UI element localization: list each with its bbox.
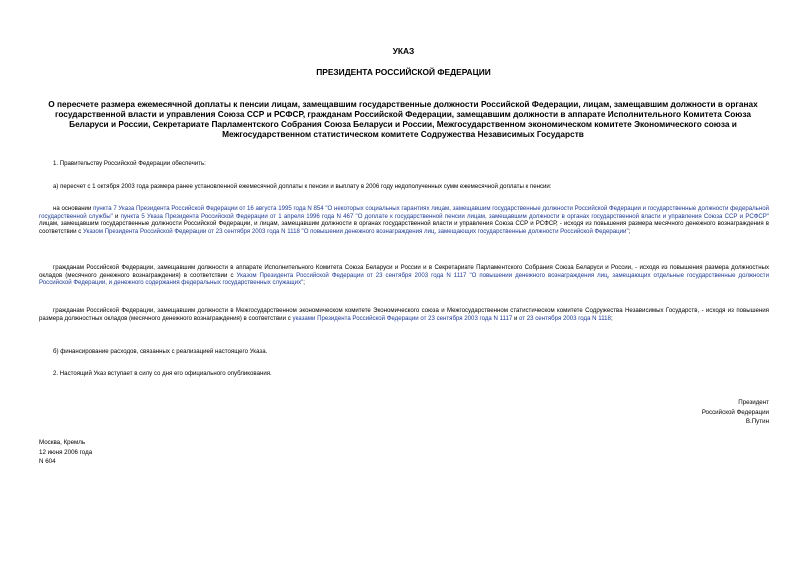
decree-title: О пересчете размера ежемесячной доплаты к пенсии лицам, замещавшим государственные должности Российской Федерации, лицам, замещавшим должности в органах государственной власти и управления Союза ССР и РСФСР, гражданам Российской Федерации, замещавшим должности в аппарате Исполнительного Комитета Союза Беларуси и России, Секретариате Парламентского Собрания Союза Беларуси и России, Межгосударственном экономическом комитете Экономического союза и Межгосударственном статистическом комитете Содружества Независимых Государств xyxy=(48,99,758,139)
paragraph-union-text-2: ; xyxy=(303,279,305,287)
link-decree-854[interactable]: пункта 7 Указа Президента Российской Федерации от 16 августа 1995 года N 854 "О некоторых социальных гарантиях лицам, замещавшим государственные должности Российской Федерации и государственные должности федеральной государственной службы" xyxy=(39,205,770,220)
decree-issuer-heading: ПРЕЗИДЕНТА РОССИЙСКОЙ ФЕДЕРАЦИИ xyxy=(316,67,491,77)
place-city: Москва, Кремль xyxy=(39,439,86,446)
paragraph-cis-text-3: ; xyxy=(610,314,613,322)
paragraph-1a: а) пересчет с 1 октября 2003 года размера ранее установленной ежемесячной доплаты к пенсии и выплату в 2006 году недополученных сумм ежемесячной доплаты к пенсии: xyxy=(53,183,552,190)
decree-number: N 604 xyxy=(39,458,56,466)
paragraph-basis-text-2: и xyxy=(112,212,121,220)
paragraph-1b: б) финансирование расходов, связанных с реализацией настоящего Указа. xyxy=(53,348,268,355)
signature-name: В.Путин xyxy=(745,418,769,426)
link-decree-467[interactable]: пункта 5 Указа Президента Российской Федерации от 1 апреля 1996 года N 467 "О доплате к государственной пенсии лицам, замещавшим должности в органах государственной власти и управления Союза ССР и РСФСР" xyxy=(120,212,769,220)
signature-title: Президент xyxy=(738,399,769,406)
paragraph-union-citizens xyxy=(39,264,769,287)
signature-block xyxy=(569,398,769,427)
link-decrees-1117[interactable]: указами Президента Российской Федерации от 23 сентября 2003 года N 1117 xyxy=(292,314,513,322)
paragraph-cis-text-1: гражданам Российской Федерации, замещавшим должности в Межгосударственном экономическом комитете Экономического союза и Межгосударственном статистическом комитете Содружества Независимых Государств, - исходя из повышения размера должностных окладов (месячного денежного вознаграждения) в соответствии с xyxy=(39,307,769,322)
decree-heading: УКАЗ xyxy=(392,46,415,56)
paragraph-1: 1. Правительству Российской Федерации обеспечить: xyxy=(53,160,206,167)
paragraph-basis-text-1: на основании xyxy=(53,205,94,212)
paragraph-basis-text-4: ; xyxy=(628,228,631,236)
paragraph-2: 2. Настоящий Указ вступает в силу со дня его официального опубликования. xyxy=(53,370,272,377)
paragraph-cis-text-2: и xyxy=(512,314,520,322)
paragraph-cis-citizens xyxy=(39,307,769,322)
link-decree-1117[interactable]: Указом Президента Российской Федерации от 23 сентября 2003 года N 1117 "О повышении денежного вознаграждения лиц, замещающих отдельные государственные должности Российской Федерации, и денежного содержания федеральных государственных служащих" xyxy=(39,271,769,287)
link-decree-1118[interactable]: Указом Президента Российской Федерации от 23 сентября 2003 года N 1118 "О повышении денежного вознаграждения лиц, замещающих государственные должности Российской Федерации" xyxy=(82,228,629,236)
place-date: 12 июня 2006 года xyxy=(39,448,93,456)
signature-country: Российской Федерации xyxy=(701,408,769,416)
paragraph-union-text-1: гражданам Российской Федерации, замещавшим должности в аппарате Исполнительного Комитета Союза Беларуси и России и в Секретариате Парламентского Собрания Союза Беларуси и России, - исходя из повышения размера должностных окладов (месячного денежного вознаграждения) в соответствии с xyxy=(39,264,769,279)
paragraph-basis xyxy=(39,205,769,236)
place-date-block xyxy=(39,438,239,467)
link-decree-1118-b[interactable]: от 23 сентября 2003 года N 1118 xyxy=(519,314,611,322)
paragraph-basis-text-3: лицам, замещавшим государственные должности Российской Федерации, и лицам, замещавшим должности в органах государственной власти и управления Союза ССР и РСФСР, - исходя из повышения размера месячного денежного вознаграждения в соответствии с xyxy=(39,220,769,236)
